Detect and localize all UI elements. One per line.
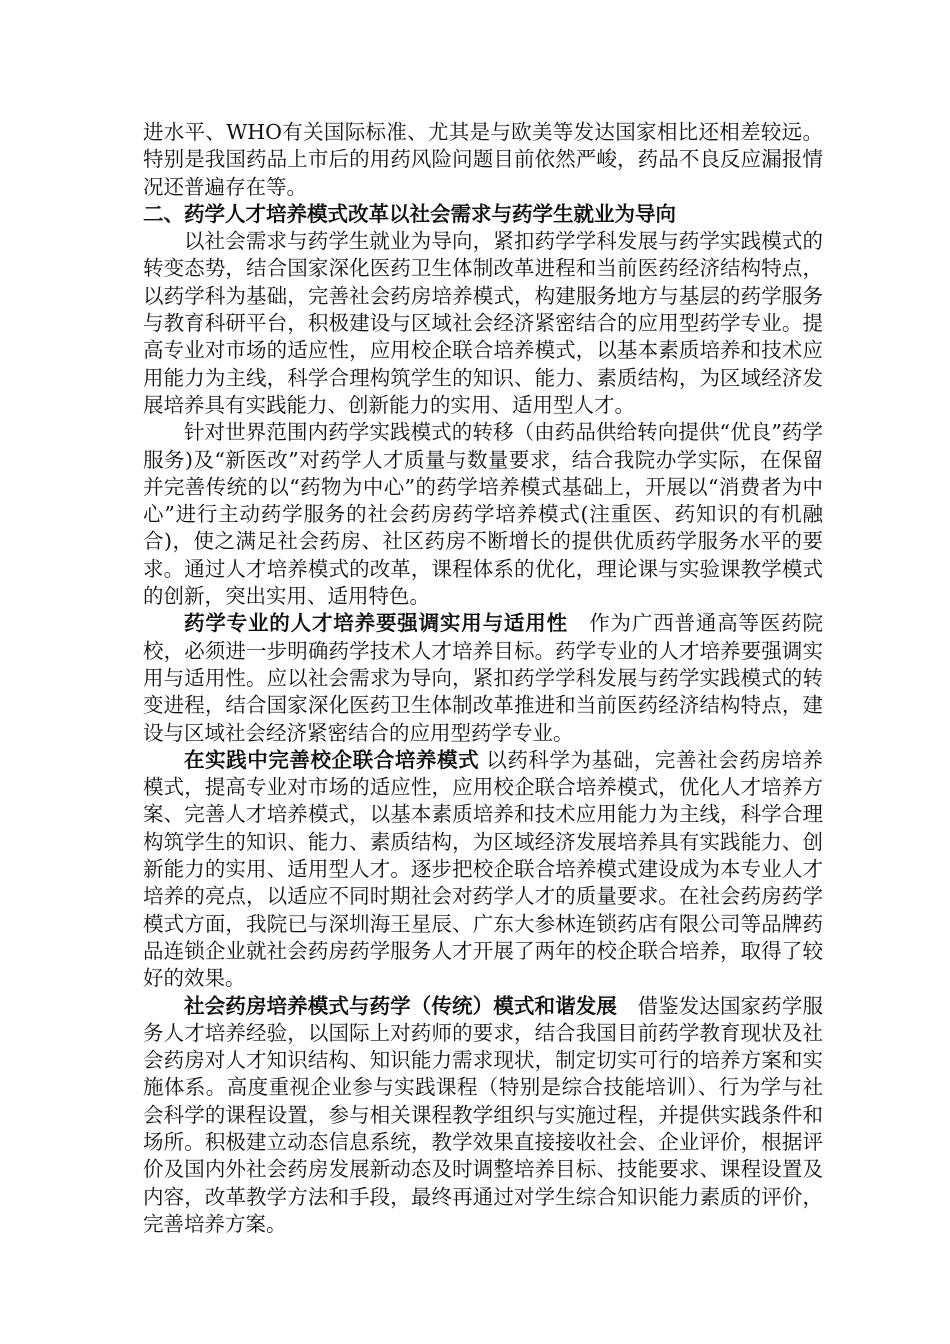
section-heading: 二、药学人才培养模式改革以社会需求与药学生就业为导向 [143,201,676,226]
paragraph-lead: 社会药房培养模式与药学（传统）模式和谐发展 [184,993,617,1018]
paragraph-body: 作为广西普通高等医药院校，必须进一步明确药学技术人才培养目标。药学专业的人才培养要强调实用与适用性。应以社会需求为导向，紧扣药学学科发展与药学实践模式的转变进程，结合国家深化医药卫生体制改革推进和当前医药经济结构特点，建设与区域社会经济紧密结合的应用型药学专业。 [143,611,824,745]
paragraph-school-enterprise [143,747,823,993]
paragraph-body: 借鉴发达国家药学服务人才培养经验，以国际上对药师的要求，结合我国目前药学教育现状及社会药房对人才知识结构、知识能力需求现状，制定切实可行的培养方案和实施体系。高度重视企业参与实践课程（特别是综合技能培训）、行为学与社会科学的课程设置，参与相关课程教学组织与实施过程，并提供实践条件和场所。积极建立动态信息系统，教学效果直接接收社会、企业评价，根据评价及国内外社会药房发展新动态及时调整培养目标、技能要求、课程设置及内容，改革教学方法和手段，最终再通过对学生综合知识能力素质的评价，完善培养方案。 [143,993,824,1236]
paragraph-lead: 药学专业的人才培养要强调实用与适用性 [184,611,568,636]
document-page [143,119,823,1238]
paragraph-orientation: 以社会需求与药学生就业为导向，紧扣药学学科发展与药学实践模式的转变态势，结合国家深化医药卫生体制改革进程和当前医药经济结构特点，以药学科为基础，完善社会药房培养模式，构建服务地方与基层的药学服务与教育科研平台，积极建设与区域社会经济紧密结合的应用型药学专业。提高专业对市场的适应性，应用校企联合培养模式，以基本素质培养和技术应用能力为主线，科学合理构筑学生的知识、能力、素质结构，为区域经济发展培养具有实践能力、创新能力的实用、适用型人才。 [143,229,823,417]
paragraph-lead: 在实践中完善校企联合培养模式 [184,747,480,772]
paragraph-body: 以药科学为基础，完善社会药房培养模式，提高专业对市场的适应性，应用校企联合培养模式，优化人才培养方案、完善人才培养模式，以基本素质培养和技术应用能力为主线，科学合理构筑学生的知识、能力、素质结构，为区域经济发展培养具有实践能力、创新能力的实用、适用型人才。逐步把校企联合培养模式建设成为本专业人才培养的亮点，以适应不同时期社会对药学人才的质量要求。在社会药房药学模式方面，我院已与深圳海王星辰、广东大参林连锁药店有限公司等品牌药品连锁企业就社会药房药学服务人才开展了两年的校企联合培养，取得了较好的效果。 [143,747,824,991]
paragraph-practice-model: 针对世界范围内药学实践模式的转移（由药品供给转向提供“优良”药学服务)及“新医改”对药学人才质量与数量要求，结合我院办学实际，在保留并完善传统的以“药物为中心”的药学培养模式基础上，开展以“消费者为中心”进行主动药学服务的社会药房药学培养模式(注重医、药知识的有机融合)，使之满足社会药房、社区药房不断增长的提供优质药学服务水平的要求。通过人才培养模式的改革，课程体系的优化，理论课与实验课教学模式的创新，突出实用、适用特色。 [143,420,823,609]
paragraph-continuation: 进水平、WHO有关国际标准、尤其是与欧美等发达国家相比还相差较远。特别是我国药品上市后的用药风险问题目前依然严峻，药品不良反应漏报情况还普遍存在等。 [143,120,823,199]
paragraph-practicality [143,610,823,746]
paragraph-harmonious-development [143,993,823,1239]
